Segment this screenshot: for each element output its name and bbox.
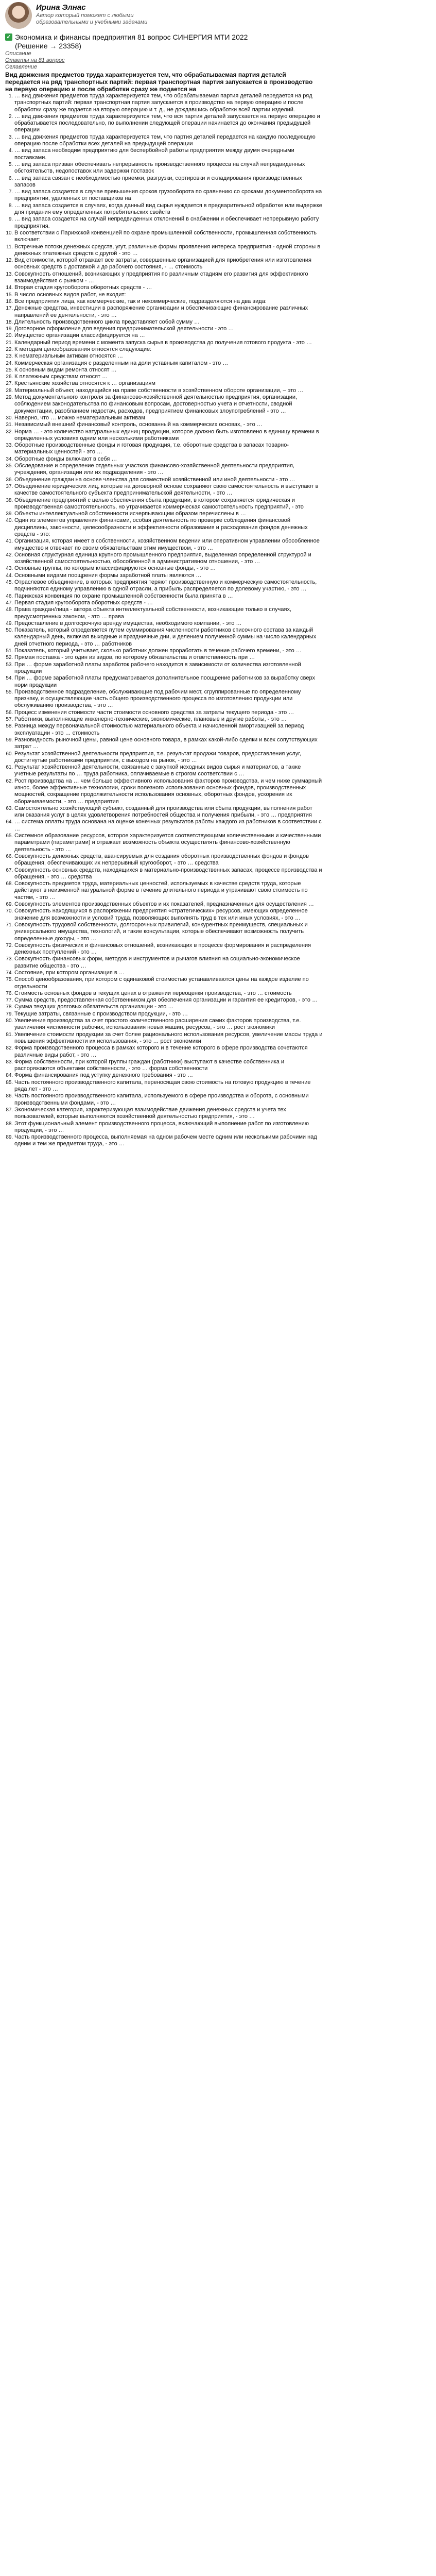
answer-item: 89. Часть производственного процесса, выполняемая на одном рабочем месте одним или несколькими рабочими над одним и тем же предметом труда, - это … <box>14 1134 323 1148</box>
answer-item: 59. Разновидность рыночной цены, равной цене основного товара, в рамках какой-либо сделки и всех сопутствующих затрат … <box>14 737 323 751</box>
answer-item: 45. Отраслевое объединение, в которых предприятия теряют производственную и коммерческую самостоятельность, подчиняются единому управлению в одной отрасли, а прибыль распределяется по долевому участию, - это … <box>14 579 323 593</box>
answer-item: 81. Увеличение стоимости продукции за счет более рационального использования ресурсов, увеличение массы труда и повышения эффективности их использования, - это … рост экономики <box>14 1031 323 1045</box>
answer-item: 46. Парижская конвенция по охране промышленной собственности была принята в … <box>14 593 323 600</box>
answer-item: 7. … вид запаса создается в случае превышения сроков грузооборота по сравнению со сроками документооборота на предприятии, удаленных от поставщиков на <box>14 189 323 202</box>
answer-item: 60. Результат хозяйственной деятельности предприятия, т.е. результат продажи товаров, предоставления услуг, достигнутые работниками предприятия, с выходом на рынок, - это … <box>14 751 323 765</box>
answer-item: 44. Основными видами поощрения формы заработной платы являются … <box>14 572 323 579</box>
author-name[interactable]: Ирина Элнас <box>36 3 86 12</box>
answer-item: 63. Самостоятельно хозяйствующий субъект, созданный для производства или сбыта продукции, выполнения работ или оказания услуг в целях удовлетворения потребностей общества и получения прибыли, - это … предприятия <box>14 805 323 819</box>
answer-item: 27. Крестьянские хозяйства относятся к … организациям <box>14 380 323 387</box>
author-avatar[interactable] <box>5 2 32 29</box>
answer-item: 82. Форма производственного процесса в рамках которого и в течение которого в сфере производства сочетаются различные виды работ, - это … <box>14 1045 323 1059</box>
toc-label: Оглавление <box>5 64 38 70</box>
answer-item: 86. Часть постоянного производственного капитала, используемого в сфере производства и оборота, с основными производственными фондами, - это … <box>14 1093 323 1107</box>
answer-item: 38. Объединение предприятий с целью обеспечения сбыта продукции, в котором сохраняется юридическая и производственная самостоятельность, но утрачивается коммерческая самостоятельность предприятий, - это <box>14 497 323 511</box>
answer-item: 65. Системное образование ресурсов, которое характеризуется соответствующими количественными и качественными параметрами (параметрами) и отражает возможность объекта осуществлять финансово-хозяйственную деятельность - это … <box>14 833 323 853</box>
answer-item: 73. Совокупность финансовых форм, методов и инструментов и рычагов влияния на социально-экономическое развитие общества - это … <box>14 956 323 970</box>
intro-question: Вид движения предметов труда характеризуется тем, что обрабатываемая партия деталей передается на ряд транспортных партий: первая транспортная партия запускается в производство на первую операцию и после обработки сразу же подается на <box>5 71 313 93</box>
answer-item: 22. К методам ценообразования относятся следующие: <box>14 346 323 353</box>
answer-item: 23. К нематериальным активам относятся … <box>14 353 323 360</box>
author-header <box>5 0 431 32</box>
answer-item: 83. Форма собственности, при которой группы граждан (работники) выступают в качестве собственника и распоряжаются объектами собственности, - это … форма собственности <box>14 1059 323 1073</box>
answer-item: 8. … вид запаса создается в случаях, когда данный вид сырья нуждается в предварительной обработке или выдержке для придания ему определенных потребительских свойств <box>14 202 323 216</box>
answer-item: 61. Результат хозяйственной деятельности, связанные с закупкой исходных видов сырья и материалов, а также учетные результаты по … труда работника, оплачиваемые в строгом соответствии с … <box>14 764 323 778</box>
answer-item: 36. Объединение граждан на основе членства для совместной хозяйственной или иной деятельности - это … <box>14 477 323 483</box>
answer-item: 24. Коммерческая организация с разделенным на доли уставным капиталом - это … <box>14 360 323 367</box>
answer-item: 53. При … форме заработной платы заработок рабочего находится в зависимости от количества изготовленной продукции <box>14 662 323 675</box>
answer-item: 30. Наверно, что … можно нематериальным активам <box>14 415 323 421</box>
answer-item: 66. Совокупность денежных средств, авансируемых для создания оборотных производственных фондов и фондов обращения, обеспечивающих их непрерывный кругооборот, - это … средства <box>14 853 323 867</box>
answer-item: 78. Сумма текущих долговых обязательств организации - это … <box>14 1004 323 1010</box>
answer-item: 40. Один из элементов управления финансами, особая деятельность по проверке соблюдения финансовой дисциплины, законности, целесообразности и эффективности образования и расходования фондов денежных средств - это: <box>14 517 323 538</box>
answer-item: 79. Текущие затраты, связанные с производством продукции, - это … <box>14 1011 323 1018</box>
answer-item: 35. Обследование и определение отдельных участков финансово-хозяйственной деятельности предприятия, учреждения, организации или их подразделения - это … <box>14 463 323 477</box>
answer-item: 4. … вид запаса необходим предприятию для беспербойной работы предприятия между двумя очередными поставками. <box>14 147 323 161</box>
answer-item: 88. Этот функциональный элемент производственного процесса, включающий выполнение работ по изготовлению продукции, - это … <box>14 1121 323 1134</box>
checkmark-icon: ✓ <box>5 33 12 41</box>
answer-item: 43. Основные группы, по которым классифицируются основные фонды, - это … <box>14 565 323 572</box>
page-title: Экономика и финансы предприятия 81 вопрос СИНЕРГИЯ МТИ 2022 (Решение → 23358) <box>15 33 248 50</box>
answer-item: 12. Вид стоимости, которой отражает все затраты, совершенные организацией для приобретения или изготовления основных средств с доставкой и до рабочего состояния, - … стоимость <box>14 257 323 271</box>
answer-item: 9. … вид запаса создается на случай непредвиденных отклонений в снабжении и обеспечивает непрерывную работу предприятия. <box>14 216 323 230</box>
answer-item: 33. Оборотные производственные фонды и готовая продукция, т.е. оборотные средства в запасах товарно-материальных ценностей - это … <box>14 442 323 456</box>
answer-item: 2. … вид движения предметов труда характеризуется тем, что вся партия деталей запускается на первую операцию и обрабатывается последовательно, по выполнении следующей операции начинается до окончания предыдущей операции <box>14 113 323 134</box>
answer-item: 14. Вторая стадия кругооборота оборотных средств - … <box>14 284 323 291</box>
answer-item: 50. Показатель, который определяется путем суммирования численности работников списочного состава за каждый календарный день, включая выходные и праздничные дни, и делением полученной суммы на число календарных дней отчетного периода, - это … работников <box>14 627 323 648</box>
answers-list <box>5 93 323 1148</box>
answer-item: 76. Стоимость основных фондов в текущих ценах в отражении переоценки производства, - это … стоимость <box>14 990 323 997</box>
answer-item: 26. К платежным средствам относят … <box>14 374 323 380</box>
answer-item: 47. Первая стадия кругооборота оборотных средств - … <box>14 600 323 606</box>
answer-item: 11. Встречные потоки денежных средств, угут, различные формы проявления интереса предприятия - одной стороны в денежных платежных средств с другой - это … <box>14 244 323 258</box>
answer-item: 39. Объекты интеллектуальной собственности исчерпывающим образом перечислены в … <box>14 511 323 517</box>
answer-item: 5. … вид запаса призван обеспечивать непрерывность производственного процесса на случай непредвиденных обстоятельств, недопоставок или задержки поставок <box>14 161 323 175</box>
answer-item: 1. … вид движения предметов труда характеризуется тем, что обрабатываемая партия деталей передается на ряд транспортных партий: первая транспортная партия запускается в производство на первую операцию и после обработки сразу же подается на вторую операцию и т. д., не дождавшись обработки всей партии изделий. <box>14 93 323 113</box>
answer-item: 58. Разница между первоначальной стоимостью материального объекта и начисленной амортизацией за период эксплуатации - это … стоимость <box>14 723 323 737</box>
answer-item: 41. Организация, которая имеет в собственности, хозяйственном ведении или оперативном управлении обособленное имущество и отвечает по своим обязательствам этим имуществом, - это … <box>14 538 323 552</box>
answer-item: 32. Норма … - это количество натуральных единиц продукции, которое должно быть изготовлено в единицу времени в определенных условиях одним или несколькими работниками <box>14 429 323 443</box>
answers-link[interactable]: Ответы на 81 вопрос <box>5 57 65 63</box>
answer-item: 19. Договорное оформление для ведения предпринимательской деятельности - это … <box>14 326 323 332</box>
answer-item: 18. Длительность производственного цикла представляет собой сумму … <box>14 319 323 326</box>
answer-item: 34. Оборотные фонды включают в себя … <box>14 456 323 463</box>
answer-item: 13. Совокупность отношений, возникающих у предприятия по различным стадиям его развития для эффективного взаимодействия с рынком - … <box>14 271 323 285</box>
answer-item: 6. … вид запаса связан с необходимостью приемки, разгрузки, сортировки и складирования производственных запасов <box>14 175 323 189</box>
answer-item: 57. Работники, выполняющие инженерно-технические, экономические, плановые и другие работы, - это … <box>14 716 323 723</box>
answer-item: 52. Прямая поставка - это один из видов, по которому обязательства и ответственность при … <box>14 654 323 661</box>
answer-item: 80. Увеличение производства за счет простого количественного расширения самих факторов производства, т.е. увеличения численности рабочих, использования новых машин, ресурсов, - это … рост экономики <box>14 1018 323 1031</box>
answer-item: 67. Совокупность основных средств, находящихся в материально-производственных запасах, процессе производства и обращения, - это … средства <box>14 867 323 881</box>
answer-item: 17. Денежные средства, инвестиции в распоряжение организации и обеспечивающие финансирование различных направлений ее деятельности, - это … <box>14 305 323 319</box>
title-row <box>5 33 431 50</box>
answer-item: 10. В соответствии с Парижской конвенцией по охране промышленной собственности, промышленная собственность включает: <box>14 230 323 244</box>
answer-item: 84. Форма финансирования под уступку денежного требования - это … <box>14 1072 323 1079</box>
answer-item: 72. Совокупность физических и финансовых отношений, возникающих в процессе формирования и распределения денежных поступлений - это … <box>14 942 323 956</box>
answer-item: 87. Экономическая категория, характеризующая взаимодействие движения денежных средств и учета тех пользователей, которые выполняются хозяйственной деятельностью предприятия, - это … <box>14 1107 323 1121</box>
answer-item: 71. Совокупность трудовой собственности, долгосрочных привилегий, конкурентных преимуществ, специальных и универсального имущества, технологий, и такие консультации, которые обеспечивают возможность получить определенные доходы, - это … <box>14 922 323 942</box>
answer-item: 69. Совокупность элементов производственных объектов и их показателей, предназначенных для осуществления … <box>14 901 323 908</box>
answer-item: 42. Основная структурная единица крупного промышленного предприятия, выделенная определенной структурой и хозяйственной самостоятельностью, обособленной в административном отношении, - это … <box>14 552 323 566</box>
answer-item: 15. В число основных видов работ, не входит: <box>14 292 323 298</box>
answer-item: 49. Предоставление в долгосрочную аренду имущества, необходимого компании, - это … <box>14 620 323 627</box>
answer-item: 21. Календарный период времени с момента запуска сырья в производства до получения готового продукта - это … <box>14 340 323 346</box>
answer-item: 74. Состояние, при котором организация в … <box>14 970 323 976</box>
answer-item: 31. Независимый внешний финансовый контроль, основанный на коммерческих основах, - это … <box>14 421 323 428</box>
answer-item: 48. Права граждан/лица - автора объекта интеллектуальной собственности, возникающие только в случаях, предусмотренных законом, - это … права <box>14 606 323 620</box>
answer-item: 16. Все предприятия лица, как коммерческие, так и некоммерческие, подразделяются на два вида: <box>14 298 323 305</box>
answer-item: 55. Производственное подразделение, обслуживающие под рабочим мест, сгруппированные по определенному признаку, и осуществляющие часть общего производственного процесса по изготовлению продукции или обслуживанию производства, - это … <box>14 689 323 709</box>
answer-item: 75. Способ ценообразования, при котором с одинаковой стоимостью устанавливаются цены на каждое изделие по отдельности <box>14 976 323 990</box>
answer-item: 29. Метод документального контроля за финансово-хозяйственной деятельностью предприятия, организации, соблюдением законодательства по финансовым вопросам, достоверностью учета и отчетности, сводной документации, разобланием недостач, расходов, предприятием финансовых злоупотреблений - это … <box>14 394 323 415</box>
answer-item: 70. Совокупность находящихся в распоряжении предприятия «стратегических» ресурсов, имеющих определенное значение для возможности и условий труда, позволяющих выполнять труд в тех или иных условиях, - это … <box>14 908 323 922</box>
answer-item: 51. Показатель, который учитывает, сколько работник должен проработать в течение рабочего времени, - это … <box>14 648 323 654</box>
answer-item: 54. При … форме заработной платы предусматривается дополнительное поощрение работников за выработку сверх норм продукции <box>14 675 323 689</box>
author-block <box>36 2 180 26</box>
answer-item: 28. Материальный объект, находящийся на праве собственности в хозяйственном обороте организации, – это … <box>14 387 323 394</box>
answer-item: 64. … система оплаты труда основана на оценке конечных результатов работы каждого из работников в соответствии с … <box>14 819 323 833</box>
answer-item: 77. Сумма средств, предоставленная собственником для обеспечения организации и гарантия ее кредиторов, - это … <box>14 997 323 1004</box>
answer-item: 37. Объединение юридических лиц, которые на договорной основе сохраняют свою самостоятельность и выступают в качестве самостоятельного субъекта предпринимательской деятельности, - это … <box>14 483 323 497</box>
answer-item: 68. Совокупность предметов труда, материальных ценностей, используемых в качестве средств труда, которые действуют в неизменной натуральной форме в течение длительного периода и утрачивают свою стоимость по частям, - это … <box>14 880 323 901</box>
description-label: Описание <box>5 50 31 57</box>
answer-item: 62. Рост производства на … чем больше эффективного использования факторов производства, и чем ниже суммарный износ, более эффективные технологии, сроки полезного использования основных фондов, производственных мощностей, сокращение продолжительности использования основных, оборотных фондов, ускорения их оборачиваемости, - это … предприятия <box>14 778 323 805</box>
answer-item: 85. Часть постоянного производственного капитала, переносящая свою стоимость на готовую продукцию в течение ряда лет - это … <box>14 1079 323 1093</box>
answer-item: 20. Имущество организации классифицируется на … <box>14 332 323 339</box>
answer-item: 3. … вид движения предметов труда характеризуется тем, что партия деталей передается на каждую последующую операцию после обработки всех деталей на предыдущей операции <box>14 134 323 148</box>
page <box>0 0 436 1158</box>
author-description: Автор который поможет с любыми образовательными и учебными задачами <box>36 12 148 25</box>
answer-item: 25. К основным видам ремонта относят … <box>14 367 323 374</box>
answer-item: 56. Процесс изменения стоимости части стоимости основного средства за затраты текущего периода - это … <box>14 709 323 716</box>
